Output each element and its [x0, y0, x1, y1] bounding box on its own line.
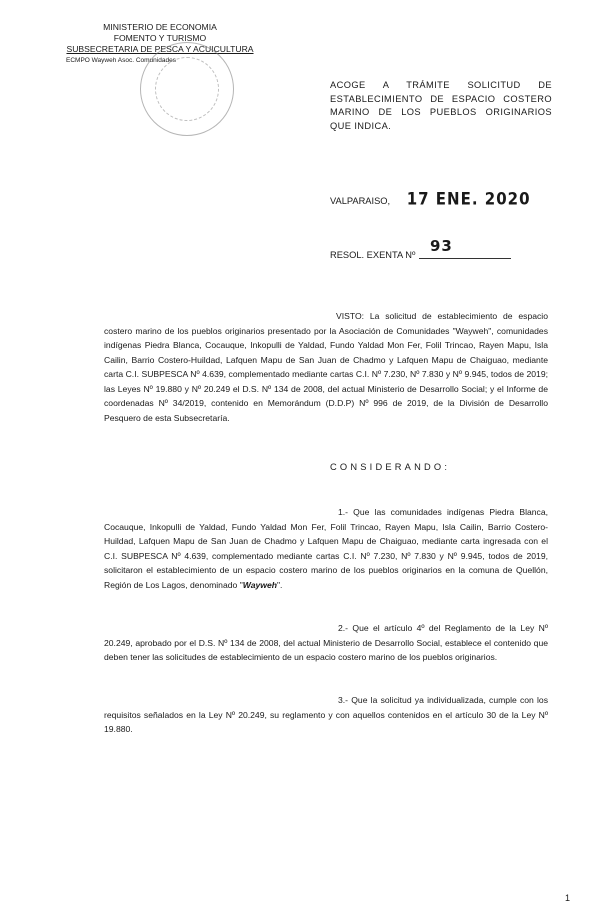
subsecretaria-name: SUBSECRETARIA DE PESCA Y ACUICULTURA: [66, 44, 254, 54]
considerando-2-paragraph: [104, 621, 548, 665]
considerando-1-number: 1.-: [338, 507, 349, 517]
resolution-title: ACOGE A TRÁMITE SOLICITUD DE ESTABLECIMIENTO DE ESPACIO COSTERO MARINO DE LOS PUEBLOS ORIGINARIOS QUE INDICA.: [330, 80, 552, 131]
page-number: 1: [565, 893, 571, 903]
date-stamp: 17 ENE. 2020: [406, 188, 531, 210]
seal-inner-ring: [155, 57, 219, 121]
considerando-1-paragraph: [104, 505, 548, 592]
visto-label: VISTO:: [336, 311, 365, 321]
considerando-2-text: Que el artículo 4º del Reglamento de la Ley Nº 20.249, aprobado por el D.S. Nº 134 de 2008, del actual Ministerio de Desarrollo Social, establece el contenido que deben tener las solicitudes de establecimiento de un espacio costero marino de los pueblos originarios.: [104, 623, 548, 662]
official-seal-stamp: [140, 42, 234, 136]
considerando-3-number: 3.-: [338, 695, 349, 705]
ecmpo-reference: ECMPO Wayweh Asoc. Comunidades: [66, 57, 176, 64]
visto-text: La solicitud de establecimiento de espacio costero marino de los pueblos originarios presentado por la Asociación de Comunidades "Wayweh", comunidades indígenas Piedra Blanca, Cocauque, Inkopulli de Yaldad, Fundo Yaldad Mon Fer, Folil Trincao, Rayen Mapu, Isla Cailin, Barrio Costero-Huildad, Lafquen Mapu de San Juan de Chadmo y Lafquen Mapu de Chaiguao, mediante carta C.I. SUBPESCA Nº 4.639, complementado mediante cartas C.I. Nº 7.230, Nº 7.830 y Nº 9.945, todos de 2019; las Leyes Nº 19.880 y Nº 20.249 el D.S. Nº 134 de 2008, del actual Ministerio de Desarrollo Social; y el Informe de coordenadas Nº 34/2019, contenido en Memorándum (D.D.P) Nº 996 de 2019, de la División de Desarrollo Pesquero de esta Subsecretaría.: [104, 311, 548, 423]
place-date-line: [330, 190, 531, 208]
resolution-number-line: [330, 237, 511, 260]
visto-paragraph: [104, 309, 548, 425]
resolution-label: RESOL. EXENTA Nº: [330, 250, 416, 260]
ministry-name: MINISTERIO DE ECONOMIA: [103, 22, 217, 32]
considerando-1-text: Que las comunidades indígenas Piedra Blanca, Cocauque, Inkopulli de Yaldad, Fundo Yaldad Mon Fer, Folil Trincao, Rayen Mapu, Isla Cailin, Barrio Costero-Huildad, Lafquen Mapu de San Juan de Chadmo y Lafquen Mapu de Chaiguao, mediante carta ingresada con el C.I. SUBPESCA Nº 4.639, complementado mediante cartas C.I. Nº 7.230, Nº 7.830 y Nº 9.945, todos de 2019, solicitaron el establecimiento de un espacio costero marino de los pueblos originarios en la comuna de Quellón, Región de Los Lagos, denominado ": [104, 507, 548, 590]
considerando-1-end: ".: [276, 579, 283, 590]
ministry-subtitle: FOMENTO Y TURISMO: [113, 33, 207, 43]
considerando-3-text: Que la solicitud ya individualizada, cumple con los requisitos señalados en la Ley Nº 20.249, su reglamento y con aquellos contenidos en el artículo 30 de la Ley Nº 19.880.: [104, 695, 548, 734]
espacio-name: Wayweh: [242, 579, 277, 590]
place-label: VALPARAISO,: [330, 196, 391, 206]
considerando-3-paragraph: [104, 693, 548, 737]
considerando-heading: CONSIDERANDO:: [330, 462, 451, 472]
resolution-number-underline: [419, 258, 511, 259]
resolution-number: 93: [430, 237, 453, 255]
considerando-2-number: 2.-: [338, 623, 349, 633]
